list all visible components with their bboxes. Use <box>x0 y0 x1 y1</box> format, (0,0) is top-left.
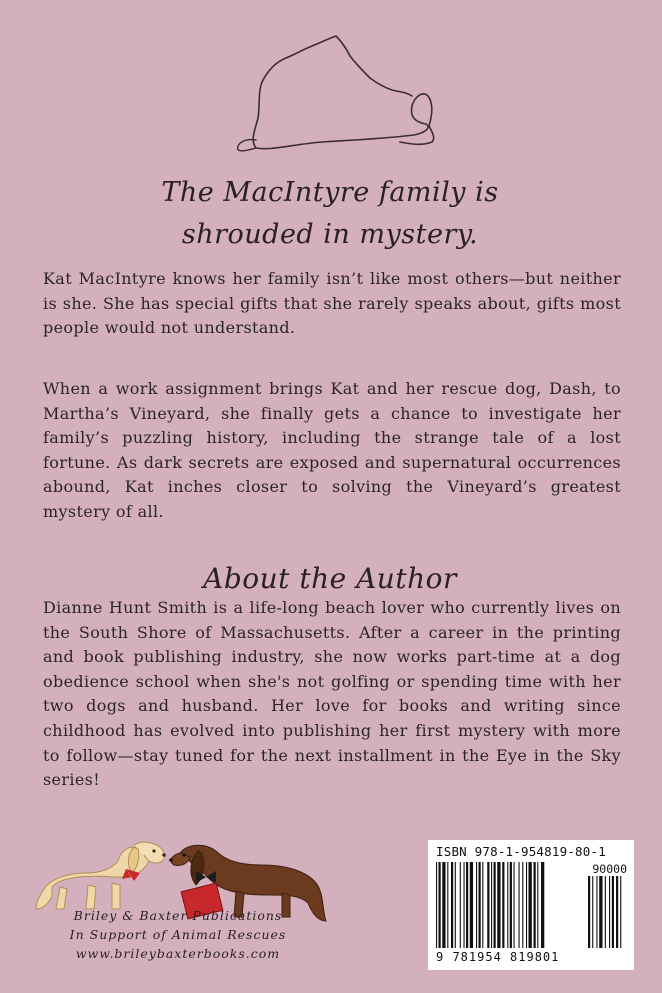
isbn-barcode <box>428 840 634 970</box>
publisher-name: Briley & Baxter Publications <box>73 908 283 923</box>
tagline-line-2: shrouded in mystery. <box>181 219 479 250</box>
tagline-line-1: The MacIntyre family is <box>161 177 499 208</box>
synopsis-paragraph-2: When a work assignment brings Kat and her rescue dog, Dash, to Martha’s Vineyard, she finally gets a chance to investigate her family’s puzzling history, including the strange tale of a lost fortune. As dark secrets are exposed and supernatural occurrences abound, Kat inches closer to solving the Vineyard’s greatest mystery of all. <box>43 379 621 521</box>
publisher-tagline: In Support of Animal Rescues <box>69 927 287 942</box>
barcode-ean: 9 781954 819801 <box>436 950 581 964</box>
publisher-block <box>28 906 328 963</box>
marthas-vineyard-map-outline <box>200 30 450 170</box>
barcode-bars-icon <box>436 862 626 958</box>
synopsis-paragraph-1: Kat MacIntyre knows her family isn’t like most others—but neither is she. She has special gifts that she rarely speaks about, gifts most people would not understand. <box>43 269 621 338</box>
about-author-heading: About the Author <box>203 562 457 595</box>
publisher-website: www.brileybaxterbooks.com <box>75 946 281 961</box>
tagline <box>60 172 600 256</box>
barcode-addon: 90000 <box>583 862 627 876</box>
author-bio: Dianne Hunt Smith is a life-long beach lover who currently lives on the South Shore of Massachusetts. After a career in the printing and book publishing industry, she now works part-time at a dog obedience school when she's not golfing or spending time with her two dogs and husband. Her love for books and writing since childhood has evolved into publishing her first mystery with more to follow—stay tuned for the next installment in the Eye in the Sky series! <box>43 598 621 790</box>
isbn-number: ISBN 978-1-954819-80-1 <box>436 844 606 859</box>
cream-dachshund-icon <box>36 842 166 909</box>
